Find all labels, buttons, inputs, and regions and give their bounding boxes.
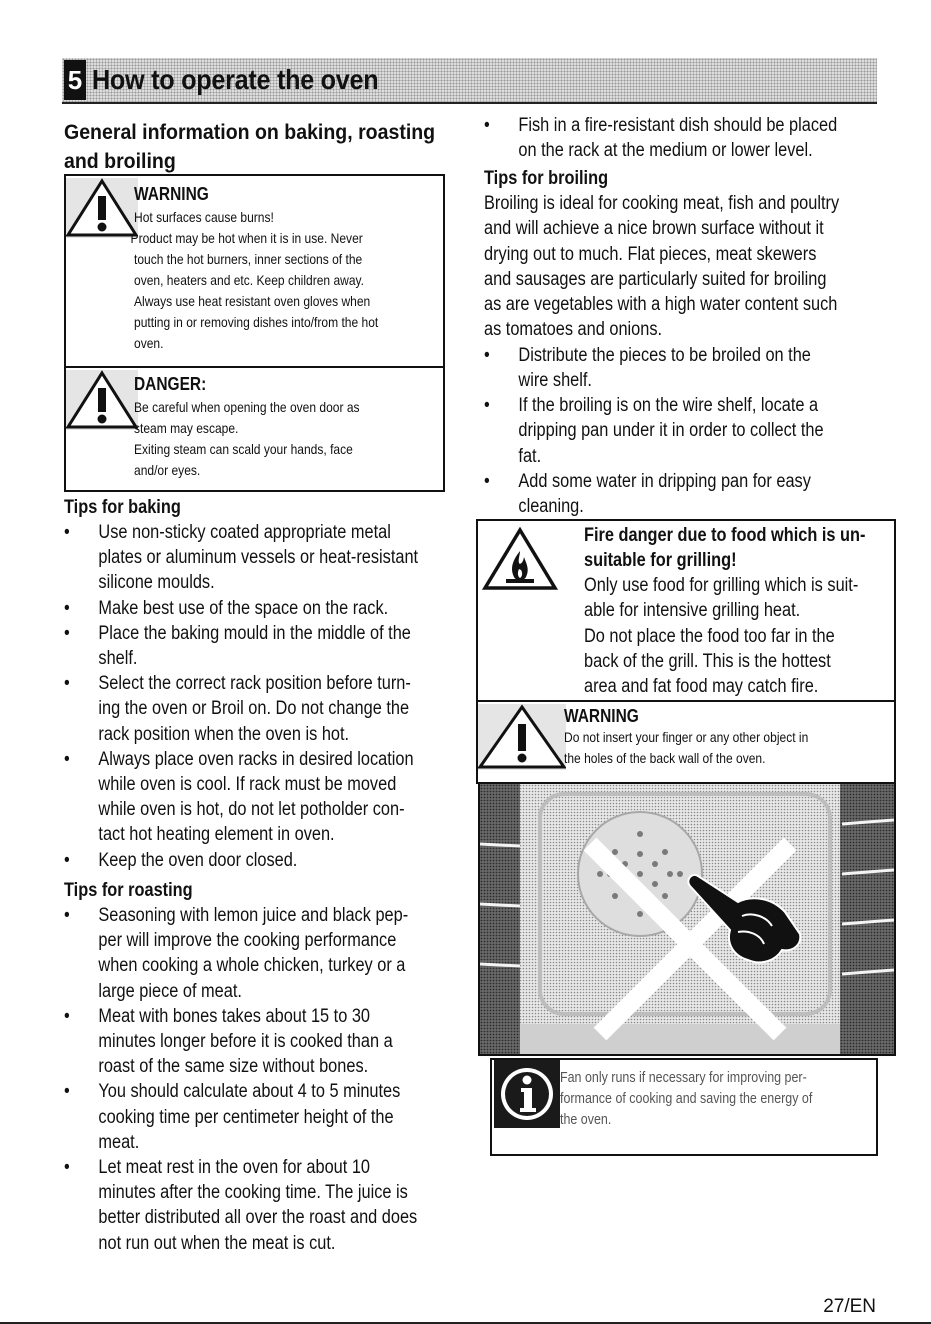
warning-2-title: WARNING xyxy=(564,706,639,726)
list-item: • If the broiling is on the wire shelf, locate a dripping pan under it in order to collect the fat. xyxy=(484,393,880,469)
danger-text: Be careful when opening the oven door as steam may escape. Exiting steam can scald your hands, face and/or eyes. xyxy=(134,399,360,478)
fire-danger-title: Fire danger due to food which is un- suitable for grilling! xyxy=(584,525,866,571)
page-number: 27/EN xyxy=(823,1296,876,1317)
list-item: • Distribute the pieces to be broiled on the wire shelf. xyxy=(484,343,880,393)
list-item: • Keep the oven door closed. xyxy=(64,848,451,873)
divider xyxy=(66,366,443,368)
list-item: • Make best use of the space on the rack. xyxy=(64,596,451,621)
chapter-number: 5 xyxy=(64,60,86,100)
baking-section xyxy=(64,497,451,873)
broiling-heading: Tips for broiling xyxy=(484,168,609,189)
warning-text: Hot surfaces cause burns! Product may be hot when it is in use. Never touch the hot burners, inner sections of the oven, heaters and etc. Keep children away. Always use heat resistant oven gloves when putting in or removing dishes into/from the hot oven. xyxy=(130,209,379,351)
list-item: • Always place oven racks in desired location while oven is cool. If rack must be moved while oven is hot, do not let potholder con- tact hot heating element in oven. xyxy=(64,747,451,848)
list-item: • Fish in a fire-resistant dish should be placed on the rack at the medium or lower level. xyxy=(484,113,880,163)
section-title: General information on baking, roasting and broiling xyxy=(64,121,436,173)
list-item: • Place the baking mould in the middle of the shelf. xyxy=(64,621,451,671)
list-item: • Use non-sticky coated appropriate metal plates or aluminum vessels or heat-resistant silicone moulds. xyxy=(64,520,451,596)
baking-heading: Tips for baking xyxy=(64,497,181,518)
list-item: • Let meat rest in the oven for about 10 minutes after the cooking time. The juice is better distributed all over the roast and does not run out when the meat is cut. xyxy=(64,1155,451,1256)
roasting-section xyxy=(64,880,451,1256)
fish-tip xyxy=(484,113,880,163)
chapter-title: How to operate the oven xyxy=(92,64,379,95)
broiling-paragraph: Broiling is ideal for cooking meat, fish and poultry and will achieve a nice brown surface without it drying out to much. Flat pieces, meat skewers and sausages are particularly suited for broiling as are vegetables with a high water content such as tomatoes and onions. xyxy=(484,193,840,341)
chapter-header xyxy=(62,58,877,104)
danger-triangle-icon xyxy=(66,370,138,430)
roasting-heading: Tips for roasting xyxy=(64,880,193,901)
warning-box-2 xyxy=(476,700,896,784)
list-item: • Add some water in dripping pan for easy cleaning. xyxy=(484,469,880,519)
list-item: • You should calculate about 4 to 5 minutes cooking time per centimeter height of the meat. xyxy=(64,1079,451,1155)
fire-danger-box xyxy=(476,519,896,702)
warning-danger-box xyxy=(64,174,445,492)
warning-triangle-icon xyxy=(478,704,566,770)
list-item: • Meat with bones takes about 15 to 30 minutes longer before it is cooked than a roast of the same size without bones. xyxy=(64,1004,451,1080)
info-text: Fan only runs if necessary for improving per- formance of cooking and saving the energy of the oven. xyxy=(560,1070,813,1128)
list-item: • Select the correct rack position before turn- ing the oven or Broil on. Do not change the rack position when the oven is hot. xyxy=(64,671,451,747)
warning-2-text: Do not insert your finger or any other object in the holes of the back wall of the oven. xyxy=(564,729,809,766)
list-item: • Seasoning with lemon juice and black pep- per will improve the cooking performance when cooking a whole chicken, turkey or a large piece of meat. xyxy=(64,903,451,1004)
broiling-section xyxy=(484,168,880,519)
oven-do-not-touch-illustration xyxy=(480,784,894,1054)
info-icon xyxy=(494,1060,560,1128)
fire-warning-icon xyxy=(482,527,558,591)
warning-title: WARNING xyxy=(134,184,209,204)
warning-triangle-icon xyxy=(66,178,138,238)
info-box xyxy=(490,1058,878,1156)
danger-title: DANGER: xyxy=(134,374,207,394)
oven-interior-photo xyxy=(478,782,896,1056)
fire-danger-text: Only use food for grilling which is suit- able for intensive grilling heat. Do not place the food too far in the back of the grill. This is the hottest area and fat food may catch fire. xyxy=(584,575,859,698)
